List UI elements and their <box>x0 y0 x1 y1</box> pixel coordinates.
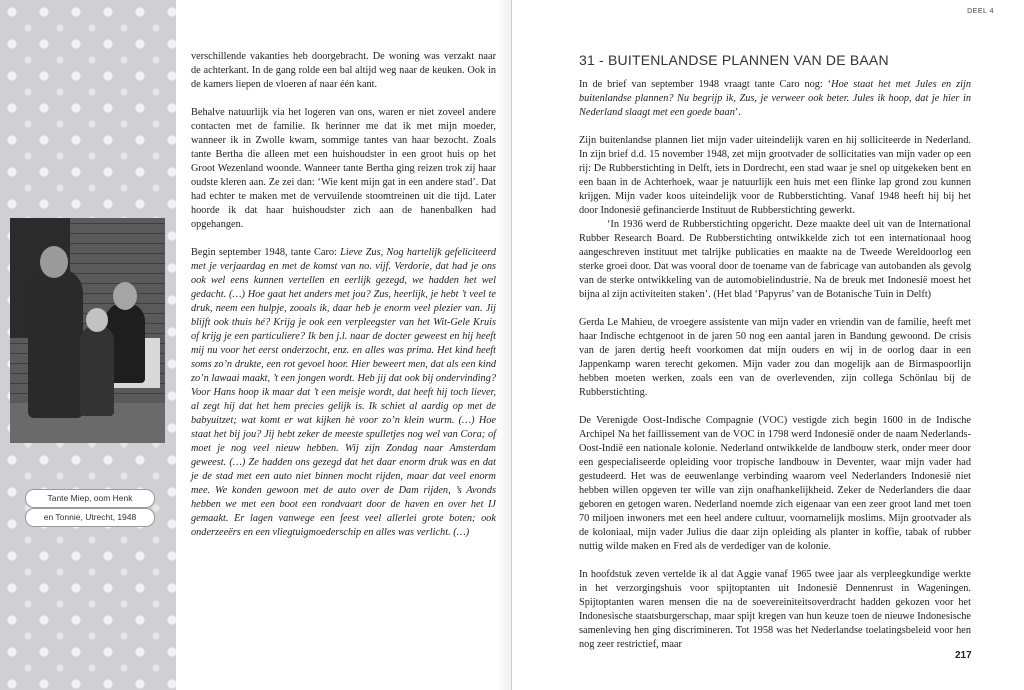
boy-head <box>86 308 108 332</box>
p1-outro: ’. <box>734 107 741 118</box>
right-paragraph-6: In hoofdstuk zeven vertelde ik al dat Aggie vanaf 1965 twee jaar als verpleegkundige werkte in het verzorgingshuis voor spijtoptanten uit Indonesië Dennenrust in Wageningen. Spijtoptanten waren mensen die na de soevereiniteitsoverdracht hadden gekozen voor het Indonesische staatsburgerschap, maar spijt kregen van hun keuze toen de nieuwe Indonesische samenleving hen ging discrimineren. Tot 1958 was het Nederlandse toelatingsbeleid voor hen nog zeer restrictief, maar <box>579 569 971 650</box>
running-head: DEEL 4 <box>967 8 994 15</box>
right-paragraph-5: De Verenigde Oost-Indische Compagnie (VOC) vestigde zich begin 1600 in de Indische Archipel Na het faillissement van de VOC in 1798 werd Indonesië onder de naam Nederlands-Oost-Indië een nationale kolonie. Nederland ontwikkelde de landbouw sterk, onder meer door een gespecialiseerde opleiding voor tropische landbouw in Deventer, waar mijn vader had gestudeerd. Het was de eeuwenlange verbinding waarom veel Nederlanders Indonesië niet hebben willen opgeven ter wille van zijn onafhankelijkheid. Zeker de Nederlanders die daar geboren en getogen waren. Nederland noemde zich eigenaar van een zeer groot land met toen 70 miljoen inwoners met een heel andere cultuur, voornamelijk moslims. Mijn grootvader als de koloniaal, mijn vader Julius die daar zijn opleiding als planter in koffie, tabak of rubber nuttig wilde maken en Fred als de verdediger van de kolonie. <box>579 415 971 552</box>
family-photo <box>10 218 165 443</box>
left-paragraph-3 <box>191 246 496 540</box>
gutter-shadow <box>497 0 511 690</box>
man-figure <box>28 268 83 418</box>
right-paragraph-2: Zijn buitenlandse plannen liet mijn vader uiteindelijk varen en hij solliciteerde in Nederland. In zijn brief d.d. 15 november 1948, zet mijn grootvader de sollicitaties van mijn vader op een rij: De Rubberstichting in Delft, iets in Dordrecht, een stad waar je snel op uitgekeken bent en een baan in de Achterhoek, waar je natuurlijk een huis met een flinke lap grond zou kunnen krijgen. Mijn vader koos uiteindelijk voor de Rubberstichting. Vanaf 1948 heeft hij bij het door Indonesië gefinancierde Instituut de Rubberstichting gewerkt. <box>579 135 971 216</box>
chapter-title: 31 - BUITENLANDSE PLANNEN VAN DE BAAN <box>579 52 889 68</box>
right-paragraph-1 <box>579 78 971 120</box>
right-paragraph-3: ‘In 1936 werd de Rubberstichting opgericht. Deze maakte deel uit van de International Rubber Research Board. De Rubberstichting ontwikkelde zich tot een internationaal hoog aangeschreven instituut met talrijke publicaties en maakte na de Tweede Wereldoorlog een sterke groei door. Dat was vooral door de toename van de fabricage van autobanden als gevolg van de sterke ontwikkeling van de automobielindustrie. Na de breuk met Indonesië moest het bijna al zijn activiteiten staken’. (Het blad ‘Papyrus’ van de Botanische Tuin in Delft) <box>579 219 971 300</box>
right-paragraph-4: Gerda Le Mahieu, de vroegere assistente van mijn vader en vriendin van de familie, heeft met haar Indische echtgenoot in de jaren 50 nog een aantal jaren in Bandung gewoond. De crisis van de jaren dertig heeft voorkomen dat mijn ouders en wij in de oorlog daar in een Jappenkamp waren terecht gekomen. Mijn vader zou dan mogelijk aan de Birmaspoorlijn hebben moeten werken, zoals een van de overlevenden, zijn collega Schönlau bij de Rubberstichting. <box>579 317 971 398</box>
p1-quote: Hoe staat het met Jules en zijn buitenlandse plannen? Nu begrijp ik, Zus, je verweer ook beter. Jules ik hoop, dat je hier in Nederland slaagt met een goede baan <box>579 79 971 118</box>
page-number: 217 <box>955 650 972 661</box>
left-page-text <box>191 50 496 540</box>
p1-intro: In de brief van september 1948 vraagt tante Caro nog: ‘ <box>579 79 832 90</box>
right-page-text <box>579 78 971 652</box>
left-paragraph-2: Behalve natuurlijk via het logeren van ons, waren er niet zoveel andere contacten met de familie. Ik herinner me dat ik met mijn moeder, wanneer ik in Zwolle kwam, sommige tantes van haar bezocht. Zoals tante Bertha die alleen met een huishoudster in een groot huis op het Groot Wezenland woonde. Wanneer tante Bertha ging reizen trok zij haar oudste kleren aan. Ze zei dan: ‘Wie kent mijn gat in een andere stad’. Dat had echter te maken met de vervuilende stoomtreinen uit die tijd. Later hoorde ik dat haar huishoudster zich aan de hanenbalken had opgehangen. <box>191 107 496 230</box>
letter-quote: Lieve Zus, Nog hartelijk gefeliciteerd met je verjaardag en met de komst van no. vijf. Verdorie, dat had je ons ook wel eens kunnen vertellen en eerlijk gezegd, we hadden het wel gedacht. (…) Hoe gaat het anders met jou? Zus, heerlijk, je hebt ’t veel te druk, neem een hulpje, zooals ik, daar heb je enorm veel plezier van. Jij blijft ook thuis hé? Krijg je ook een verpleegster van het Wit-Gele Kruis of krijg je een particuliere? Ik ben j.l. naar de docter geweest en hij heeft mij nu voor het eerst onderzocht, enz. en alles was prima. Het kind heeft soms zo’n drukte, een rot gevoel hoor. Hier beweert men, dat als een kind zo’n lawaai maakt, ’t een jongen wordt. Heb jij dat ook bij ondervinding? Voor Hans hoop ik maar dat ’t een meisje wordt, dat heeft hij toch liever, al zegt hij dat het hem precies gelijk is. Ik schiet al aardig op met de babyuitzet; wat komt er wat kijken hè voor zo’n klein wurm. (…) Hoe staat het bij jou? Jij hebt zeker de meeste spulletjes nog wel van Cora; of moet je nog veel nieuw hebben. Wij zijn Zondag naar Amsterdam geweest. (…) Ze hadden ons gezegd dat het daar enorm druk was en dat je de stad met een auto niet binnen mocht rijden, maar dat veel enorm mee. We konden gewoon met de auto over de Dam rijden, ’s Avonds hebben we met een boot een rondvaart door de haven en over het IJ gemaakt. Er lagen vanwege een feest veel allerlei grote boten; ook onderzeeërs en een vliegtuigmoederschip en alles was verlicht. (…) <box>191 247 496 538</box>
letter-intro: Begin september 1948, tante Caro: <box>191 247 341 258</box>
photo-caption-line-2: en Tonnie, Utrecht, 1948 <box>25 508 155 527</box>
woman-head <box>113 282 137 310</box>
left-paragraph-1: verschillende vakanties heb doorgebracht. De woning was verzakt naar de achterkant. In de gang rolde een bal altijd weg naar de keuken. Ook in de kamers liepen de vloeren af naar één kant. <box>191 51 496 90</box>
photo-caption-line-1: Tante Miep, oom Henk <box>25 489 155 508</box>
boy-figure <box>80 326 114 416</box>
page-gutter <box>511 0 512 690</box>
man-head <box>40 246 68 278</box>
